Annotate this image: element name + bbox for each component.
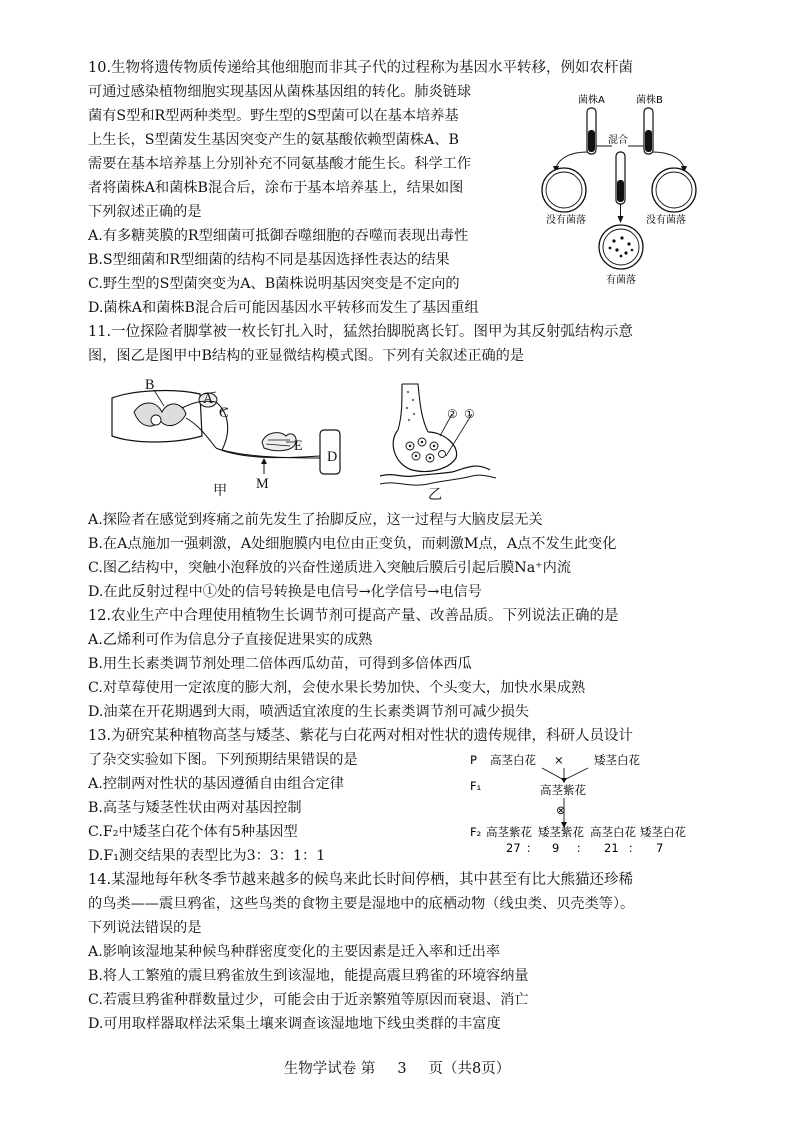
f2-pheno-3: 高茎白花 [590, 825, 636, 839]
f2-ratio-sep-3: ： [628, 841, 640, 855]
q14-option-c: C.若震旦鸦雀种群数量过少，可能会由于近亲繁殖等原因而衰退、消亡 [88, 992, 529, 1008]
f2-ratio-27: 27 [506, 841, 521, 855]
f1-label: F₁ [470, 779, 482, 793]
no-colony-right-label: 没有菌落 [646, 215, 686, 226]
q10-figure [540, 92, 700, 288]
q13-line-2: 了杂交实验如下图。下列预期结果错误的是 [88, 752, 358, 768]
strain-b-label: 菌株B [636, 95, 663, 106]
strain-a-label: 菌株A [578, 95, 605, 106]
colony-label: 有菌落 [606, 275, 636, 286]
axon-texture [406, 391, 415, 421]
q13-line-1: 13.为研究某种植物高茎与矮茎、紫花与白花两对相对性状的遗传规律，科研人员设计 [88, 728, 634, 744]
tube-b [644, 108, 653, 154]
f2-ratio-7: 7 [656, 841, 664, 855]
plate-right [652, 168, 696, 212]
q10-line-3: 菌有S型和R型两种类型。野生型的S型菌可以在基本培养基 [88, 108, 459, 124]
q10-line-2: 可通过感染植物细胞实现基因从菌株基因组的转化。肺炎链球 [88, 84, 472, 100]
f2-pheno-1: 高茎紫花 [486, 825, 532, 839]
self-cross-symbol: ⊗ [556, 803, 566, 817]
label-e: E [294, 438, 303, 454]
q12-option-a: A.乙烯利可作为信息分子直接促进果实的成熟 [88, 632, 373, 648]
tube-a [587, 108, 596, 154]
tube-mixed [616, 152, 625, 204]
q10-line-4: 上生长，S型菌发生基因突变产生的氨基酸依赖型菌株A、B [88, 132, 459, 148]
p-parent-1: 高茎白花 [490, 753, 536, 767]
q10-option-d: D.菌株A和菌株B混合后可能因基因水平转移而发生了基因重组 [88, 300, 479, 316]
q12-option-b: B.用生长素类调节剂处理二倍体西瓜幼苗，可得到多倍体西瓜 [88, 656, 472, 672]
label-c: C [219, 405, 229, 421]
mix-label: 混合 [608, 135, 628, 146]
q12-option-c: C.对草莓使用一定浓度的膨大剂，会使水果长势加快、个头变大，加快水果成熟 [88, 680, 586, 696]
f1-phenotype: 高茎紫花 [540, 783, 586, 797]
p-label: P [470, 753, 477, 767]
no-colony-left-label: 没有菌落 [546, 215, 586, 226]
f2-pheno-2: 矮茎紫花 [538, 825, 584, 839]
f2-label: F₂ [470, 825, 482, 839]
plate-left [542, 168, 586, 212]
q10-option-b: B.S型细菌和R型细菌的结构不同是基因选择性表达的结果 [88, 252, 450, 268]
q13-cross-diagram [468, 748, 698, 858]
q12-line-1: 12.农业生产中合理使用植物生长调节剂可提高产量、改善品质。下列说法正确的是 [88, 608, 619, 624]
footer-page-number: 3 [397, 1061, 407, 1077]
q10-option-c: C.野生型的S型菌突变为A、B菌株说明基因突变是不定向的 [88, 276, 460, 292]
f2-ratio-sep-1: ： [526, 841, 538, 855]
mark-2: ② [447, 407, 458, 421]
q10-line-6: 者将菌株A和菌株B混合后，涂布于基本培养基上，结果如图 [88, 180, 464, 196]
q14-option-b: B.将人工繁殖的震旦鸦雀放生到该湿地，能提高震旦鸦雀的环境容纳量 [88, 968, 529, 984]
caption-yi: 乙 [428, 487, 443, 503]
q13-option-b: B.高茎与矮茎性状由两对基因控制 [88, 800, 302, 816]
label-m: M [256, 476, 269, 492]
page-footer [0, 1057, 794, 1078]
q13-option-a: A.控制两对性状的基因遵循自由组合定律 [88, 776, 344, 792]
q14-option-a: A.影响该湿地某种候鸟种群密度变化的主要因素是迁入率和迁出率 [88, 944, 501, 960]
mark-1: ① [464, 407, 475, 421]
q11-figure-jia [104, 372, 354, 496]
footer-prefix: 生物学试卷 第 [283, 1061, 376, 1077]
plate-colonies [599, 225, 643, 269]
q11-option-c: C.图乙结构中，突触小泡释放的兴奋性递质进入突触后膜后引起后膜Na⁺内流 [88, 560, 572, 576]
f2-ratio-sep-2: ： [576, 841, 588, 855]
q11-option-a: A.探险者在感觉到疼痛之前先发生了抬脚反应，这一过程与大脑皮层无关 [88, 512, 543, 528]
footer-suffix: 页（共8页） [428, 1061, 511, 1077]
f2-ratio-9: 9 [552, 841, 560, 855]
caption-jia: 甲 [213, 483, 228, 499]
f2-pheno-4: 矮茎白花 [640, 825, 686, 839]
q10-line-1: 10.生物将遗传物质传递给其他细胞而非其子代的过程称为基因水平转移，例如农杆菌 [88, 60, 634, 76]
q10-option-a: A.有多糖荚膜的R型细菌可抵御吞噬细胞的吞噬而表现出毒性 [88, 228, 469, 244]
label-b: B [145, 377, 155, 393]
label-a: A [203, 391, 214, 407]
q11-line-2: 图，图乙是图甲中B结构的亚显微结构模式图。下列有关叙述正确的是 [88, 348, 525, 364]
p-times: × [554, 753, 564, 767]
p-parent-2: 矮茎白花 [594, 753, 640, 767]
q11-line-1: 11.一位探险者脚掌被一枚长钉扎入时，猛然抬脚脱离长钉。图甲为其反射弧结构示意 [88, 324, 634, 340]
q11-option-d: D.在此反射过程中①处的信号转换是电信号→化学信号→电信号 [88, 584, 482, 600]
q10-line-5: 需要在基本培养基上分别补充不同氨基酸才能生长。科学工作 [88, 156, 472, 172]
q12-option-d: D.油菜在开花期遇到大雨，喷洒适宜浓度的生长素类调节剂可减少损失 [88, 704, 530, 720]
q13-option-c: C.F₂中矮茎白花个体有5种基因型 [88, 824, 298, 840]
q10-line-7: 下列叙述正确的是 [88, 204, 202, 220]
q13-option-d: D.F₁测交结果的表型比为3：3：1：1 [88, 848, 326, 864]
q14-option-d: D.可用取样器取样法采集土壤来调查该湿地地下线虫类群的丰富度 [88, 1016, 501, 1032]
q14-line-1: 14.某湿地每年秋冬季节越来越多的候鸟来此长时间停栖，其中甚至有比大熊猫还珍稀 [88, 872, 634, 888]
label-d: D [327, 449, 338, 465]
f2-ratio-21: 21 [604, 841, 619, 855]
q14-line-3: 下列说法错误的是 [88, 920, 202, 936]
q11-figure-yi [380, 380, 500, 498]
q11-option-b: B.在A点施加一强刺激，A处细胞膜内电位由正变负，而刺激M点，A点不发生此变化 [88, 536, 617, 552]
q14-line-2: 的鸟类——震旦鸦雀，这些鸟类的食物主要是湿地中的底栖动物（线虫类、贝壳类等）。 [88, 896, 635, 912]
